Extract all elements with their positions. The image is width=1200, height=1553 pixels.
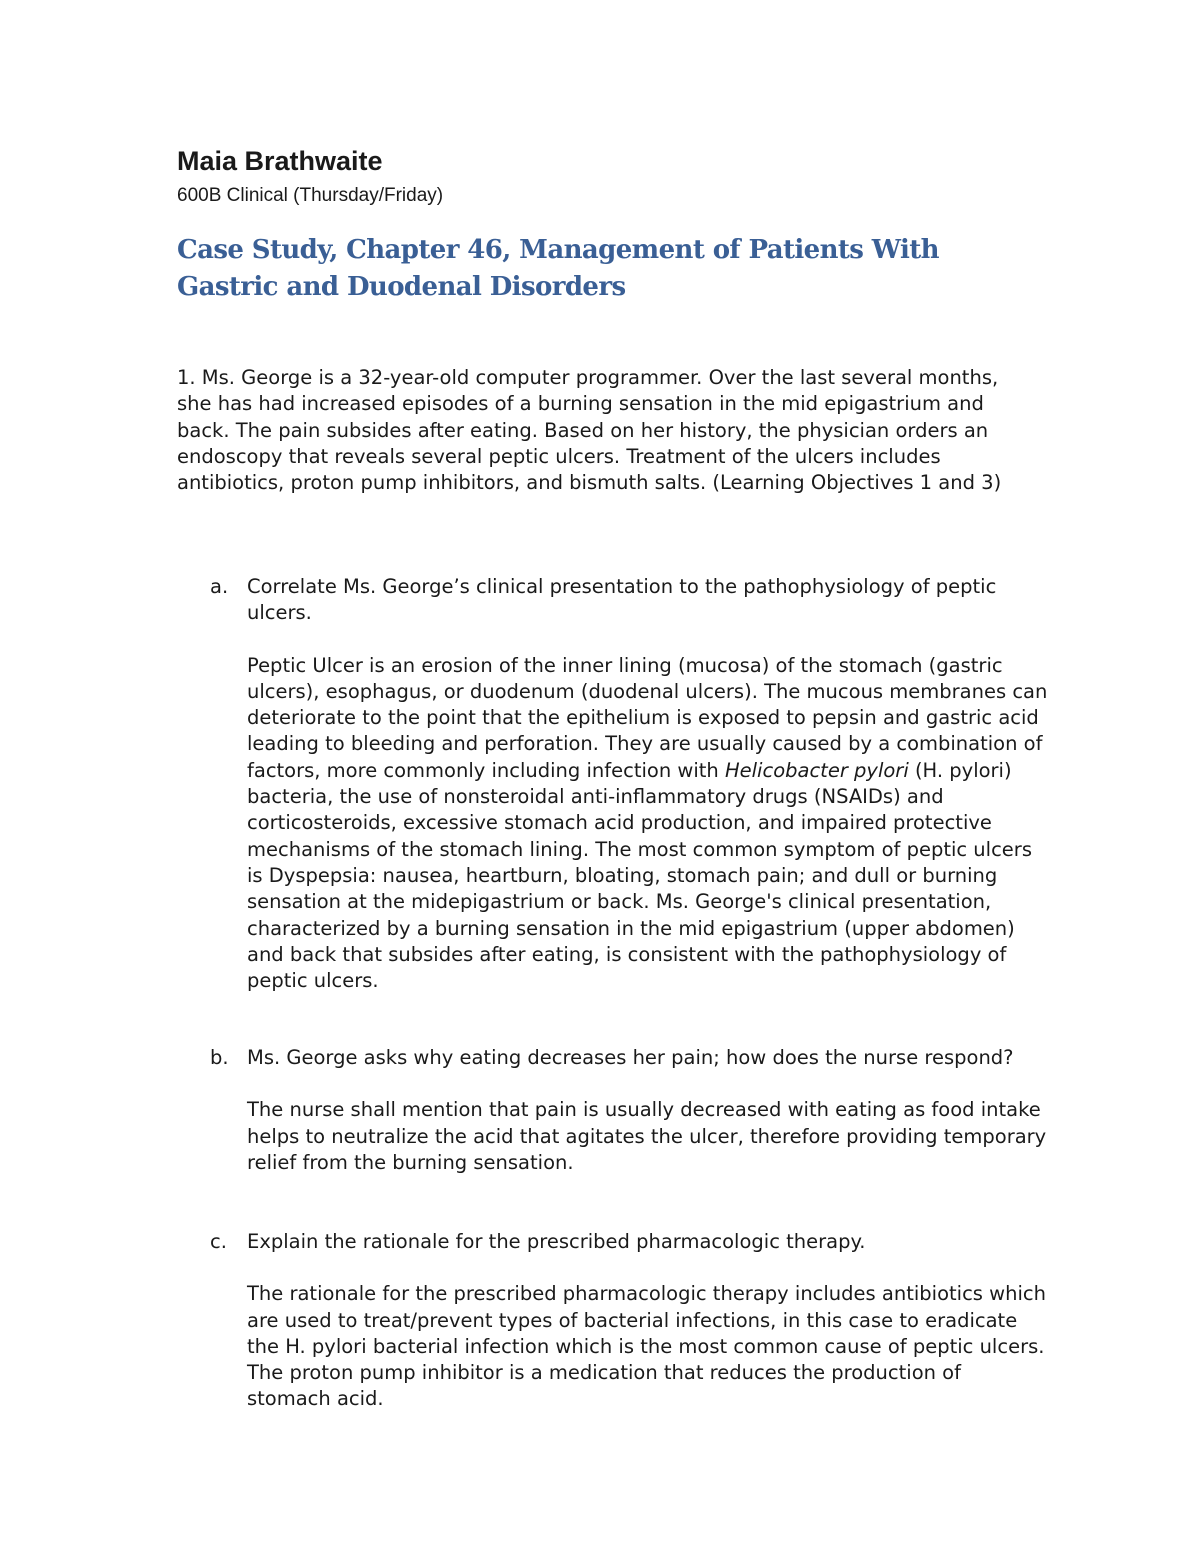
subquestion-prompt: Explain the rationale for the prescribed pharmacologic therapy. <box>247 1230 866 1253</box>
subquestion-answer: The nurse shall mention that pain is usually decreased with eating as food intake helps to neutralize the acid that agitates the ulcer, therefore providing temporary relief from the burning sensation. <box>247 1098 1047 1174</box>
answer-italic-term: Helicobacter pylori <box>724 758 909 782</box>
subquestion-c <box>210 1229 1050 1413</box>
author-name: Maia Brathwaite <box>177 146 383 176</box>
subquestion-answer <box>247 653 1050 995</box>
list-marker: b. <box>210 1046 229 1069</box>
subquestion-prompt: Correlate Ms. George’s clinical presentation to the pathophysiology of peptic ulcers. <box>247 575 997 625</box>
course-label: 600B Clinical (Thursday/Friday) <box>177 185 444 206</box>
answer-text: Peptic Ulcer is an erosion of the inner lining (mucosa) of the stomach (gastric ulcers), esophagus, or duodenum (duodenal ulcers). The mucous membranes can deteriorate to the point that the epithelium is exposed to pepsin and gastric acid leading to bleeding and perforation. They are usually caused by a combination of factors, more commonly including infection with <box>247 653 1048 782</box>
list-marker: c. <box>210 1230 227 1253</box>
subquestion-prompt: Ms. George asks why eating decreases her pain; how does the nurse respond? <box>247 1046 1014 1069</box>
document-title: Case Study, Chapter 46, Management of Patients With Gastric and Duodenal Disorders <box>177 235 939 302</box>
answer-text: (H. pylori) bacteria, the use of nonsteroidal anti-inflammatory drugs (NSAIDs) and corticosteroids, excessive stomach acid production, and impaired protective mechanisms of the stomach lining. The most common symptom of peptic ulcers is Dyspepsia: nausea, heartburn, bloating, stomach pain; and dull or burning sensation at the midepigastrium or back. Ms. George's clinical presentation, characterized by a burning sensation in the mid epigastrium (upper abdomen) and back that subsides after eating, is consistent with the pathophysiology of peptic ulcers. <box>247 758 1032 993</box>
subquestion-answer: The rationale for the prescribed pharmacologic therapy includes antibiotics which are used to treat/prevent types of bacterial infections, in this case to eradicate the H. pylori bacterial infection which is the most common cause of peptic ulcers. The proton pump inhibitor is a medication that reduces the production of stomach acid. <box>247 1282 1046 1411</box>
list-marker: a. <box>210 575 229 598</box>
question-text: 1. Ms. George is a 32-year-old computer programmer. Over the last several months, she has had increased episodes of a burning sensation in the mid epigastrium and back. The pain subsides after eating. Based on her history, the physician orders an endoscopy that reveals several peptic ulcers. Treatment of the ulcers includes antibiotics, proton pump inhibitors, and bismuth salts. (Learning Objectives 1 and 3) <box>177 366 1002 495</box>
subquestion-b <box>210 1045 1050 1176</box>
subquestion-a <box>210 574 1050 994</box>
